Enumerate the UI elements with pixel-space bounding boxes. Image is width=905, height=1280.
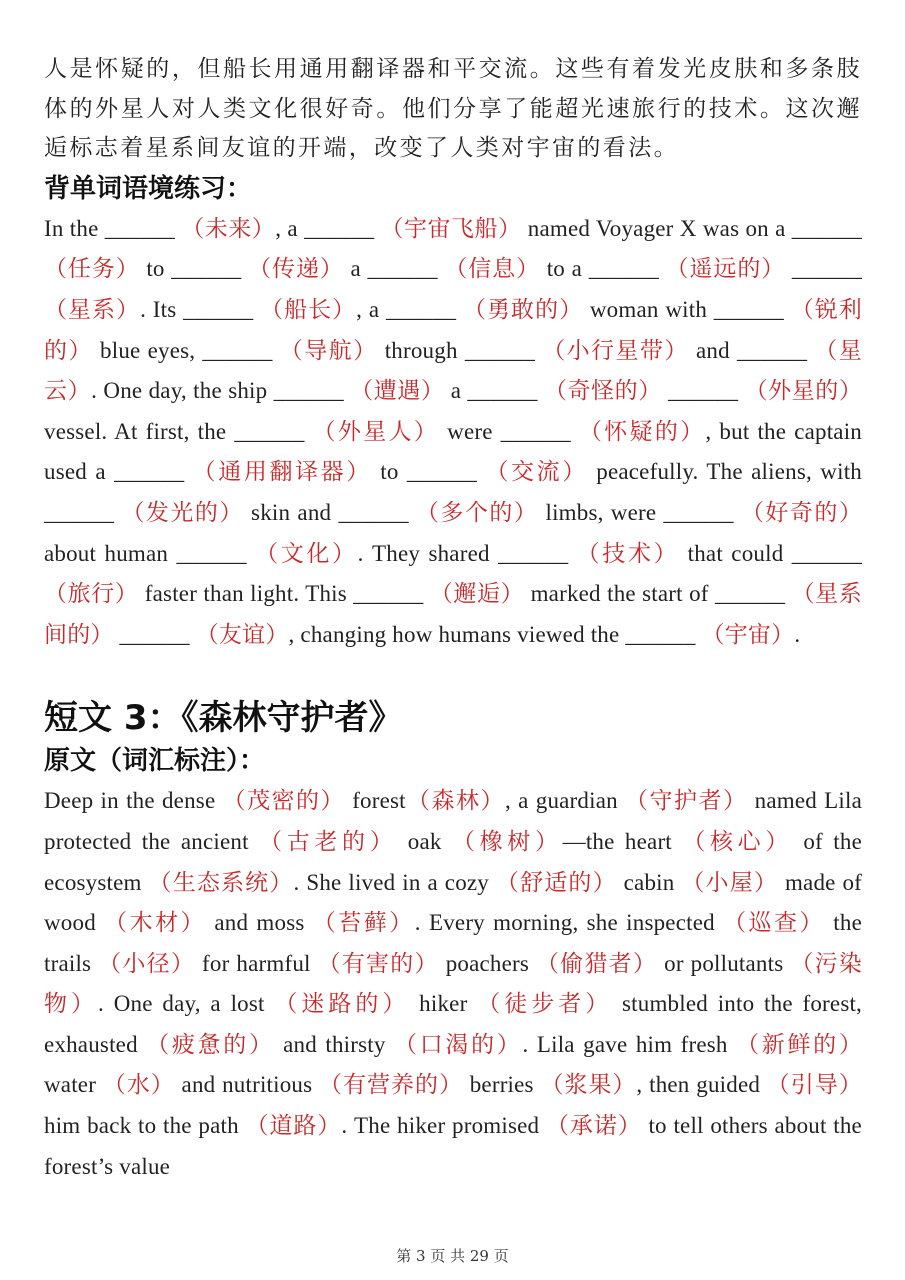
text-segment: —the heart bbox=[562, 828, 683, 854]
text-segment: . The hiker promised bbox=[341, 1113, 546, 1139]
text-segment: a ______ bbox=[444, 378, 544, 404]
annotation: （锐利的） bbox=[44, 296, 862, 364]
annotation: （信息） bbox=[444, 256, 541, 283]
text-segment: and moss bbox=[206, 910, 313, 936]
text-segment: skin and ______ bbox=[243, 499, 416, 525]
original-heading: 原文（词汇标注）： bbox=[44, 746, 266, 777]
annotation: （茂密的） bbox=[222, 788, 345, 815]
text-segment: ______ bbox=[661, 378, 745, 404]
text-segment: In the ______ bbox=[44, 215, 182, 241]
text-segment: poachers bbox=[438, 950, 537, 976]
annotation: （迷路的） bbox=[274, 991, 410, 1018]
annotation: （生态系统） bbox=[148, 869, 294, 896]
text-segment: to tell others about the forest’s value bbox=[44, 1113, 862, 1179]
text-segment: berries bbox=[462, 1072, 541, 1098]
story-paragraph bbox=[44, 781, 862, 1186]
text-segment: . Its ______ bbox=[140, 296, 261, 322]
text-segment: a ______ bbox=[343, 256, 445, 282]
text-segment: or pollutants bbox=[657, 950, 791, 976]
text-segment: , but the captain used a ______ bbox=[44, 418, 863, 485]
annotation: （交流） bbox=[485, 459, 588, 486]
annotation: （船长） bbox=[260, 296, 357, 323]
text-segment: . One day, the ship ______ bbox=[91, 378, 351, 404]
annotation: （外星人） bbox=[312, 418, 440, 445]
page-footer: 第 3 页 共 29 页 bbox=[396, 1247, 509, 1265]
text-segment: cabin bbox=[616, 869, 682, 895]
annotation: （木材） bbox=[104, 910, 207, 937]
text-segment: water bbox=[44, 1072, 103, 1098]
annotation: （文化） bbox=[255, 540, 358, 567]
annotation: （舒适的） bbox=[495, 869, 617, 896]
text-segment: and thirsty bbox=[274, 1031, 395, 1057]
text-segment: the trails bbox=[44, 910, 862, 976]
text-segment: through ______ bbox=[377, 337, 543, 363]
annotation: （勇敢的） bbox=[463, 296, 584, 323]
annotation: （怀疑的） bbox=[578, 418, 706, 445]
annotation: （任务） bbox=[44, 256, 140, 283]
annotation: （有营养的） bbox=[319, 1072, 463, 1099]
text-segment: ______ bbox=[785, 256, 863, 282]
annotation: （守护者） bbox=[625, 788, 748, 815]
text-segment: . They shared ______ bbox=[357, 540, 577, 566]
annotation: （引导） bbox=[766, 1072, 862, 1099]
annotation: （小屋） bbox=[681, 869, 779, 896]
page-content bbox=[44, 50, 862, 1186]
text-segment: . One day, a lost bbox=[98, 991, 275, 1017]
annotation: （古老的） bbox=[259, 828, 398, 855]
text-segment: to a ______ bbox=[540, 256, 666, 282]
annotation: （遥远的） bbox=[665, 256, 786, 283]
text-segment: named Voyager X was on a ______ bbox=[521, 215, 862, 241]
annotation: （巡查） bbox=[723, 910, 826, 937]
text-segment: for harmful bbox=[195, 950, 318, 976]
text-segment: were ______ bbox=[439, 418, 579, 444]
text-segment: woman with ______ bbox=[583, 296, 791, 322]
text-segment: blue eyes, ______ bbox=[92, 337, 280, 363]
annotation: （新鲜的） bbox=[736, 1031, 863, 1058]
text-segment: . Lila gave him fresh bbox=[522, 1031, 737, 1057]
text-segment: , a guardian bbox=[504, 788, 626, 814]
text-segment: , a ______ bbox=[275, 215, 381, 241]
annotation: （橡树） bbox=[452, 828, 563, 855]
annotation: （偷猎者） bbox=[536, 950, 658, 977]
annotation: （口渴的） bbox=[394, 1031, 523, 1058]
text-segment: and nutritious bbox=[174, 1072, 320, 1098]
text-segment: . bbox=[794, 621, 801, 647]
text-segment: marked the start of ______ bbox=[524, 581, 792, 607]
annotation: （森林） bbox=[405, 788, 505, 815]
text-segment: peacefully. The aliens, with ______ bbox=[44, 459, 862, 525]
annotation: （宇宙飞船） bbox=[380, 215, 522, 242]
text-segment: , a ______ bbox=[356, 296, 464, 322]
annotation: （苔藓） bbox=[312, 910, 415, 937]
annotation: （遭遇） bbox=[350, 378, 445, 405]
annotation: （污染物） bbox=[44, 950, 862, 1018]
annotation: （浆果） bbox=[540, 1072, 637, 1099]
intro-paragraph: 人是怀疑的，但船长用通用翻译器和平交流。这些有着发光皮肤和多条肢体的外星人对人类文化很好奇。他们分享了能超光速旅行的技术。这次邂逅标志着星系间友谊的开端，改变了人类对宇宙的看法。 bbox=[44, 56, 862, 162]
annotation: （星云） bbox=[44, 337, 862, 405]
annotation: （星系） bbox=[44, 296, 141, 323]
annotation: （传递） bbox=[248, 256, 344, 283]
text-segment: named Lila protected the ancient bbox=[44, 788, 863, 854]
text-segment: of the ecosystem bbox=[44, 828, 863, 895]
annotation: （多个的） bbox=[415, 499, 539, 526]
annotation: （邂逅） bbox=[429, 581, 525, 608]
annotation: （技术） bbox=[576, 540, 680, 567]
text-segment: . She lived in a cozy bbox=[293, 869, 496, 895]
text-segment: ______ bbox=[113, 621, 196, 647]
text-segment: about human ______ bbox=[44, 540, 256, 566]
text-segment: made of wood bbox=[44, 869, 863, 936]
text-segment: vessel. At first, the ______ bbox=[44, 418, 313, 444]
text-segment: limbs, were ______ bbox=[538, 499, 741, 525]
text-segment: to ______ bbox=[139, 256, 249, 282]
text-segment: faster than light. This ______ bbox=[138, 581, 430, 607]
annotation: （疲惫的） bbox=[146, 1031, 275, 1058]
annotation: （徒步者） bbox=[477, 991, 613, 1018]
text-segment: , then guided bbox=[636, 1072, 767, 1098]
text-segment: and ______ bbox=[688, 337, 815, 363]
exercise-heading: 背单词语境练习： bbox=[44, 173, 253, 204]
text-segment: him back to the path bbox=[44, 1113, 246, 1139]
text-segment: Deep in the dense bbox=[44, 788, 223, 814]
annotation: （导航） bbox=[279, 337, 378, 364]
annotation: （水） bbox=[102, 1072, 175, 1099]
annotation: （未来） bbox=[181, 215, 276, 242]
annotation: （宇宙） bbox=[701, 621, 795, 648]
annotation: （旅行） bbox=[44, 581, 139, 608]
annotation: （有害的） bbox=[317, 950, 439, 977]
section-title: 短文 3：《森林守护者》 bbox=[44, 698, 403, 739]
annotation: （承诺） bbox=[545, 1113, 642, 1140]
text-segment: , changing how humans viewed the ______ bbox=[288, 621, 702, 647]
annotation: （外星的） bbox=[744, 378, 863, 405]
text-segment: . Every morning, she inspected bbox=[414, 910, 724, 936]
annotation: （星系间的） bbox=[44, 581, 862, 648]
text-segment: hiker bbox=[409, 991, 478, 1017]
text-segment: forest bbox=[344, 788, 406, 814]
annotation: （发光的） bbox=[121, 499, 244, 526]
annotation: （好奇的） bbox=[740, 499, 863, 526]
annotation: （道路） bbox=[245, 1113, 342, 1140]
exercise-paragraph bbox=[44, 209, 862, 656]
text-segment: to ______ bbox=[371, 459, 486, 485]
annotation: （通用翻译器） bbox=[192, 459, 372, 486]
annotation: （小行星带） bbox=[542, 337, 689, 364]
annotation: （核心） bbox=[682, 828, 793, 855]
annotation: （奇怪的） bbox=[543, 378, 662, 405]
text-segment: oak bbox=[397, 828, 452, 854]
annotation: （小径） bbox=[98, 950, 196, 977]
text-segment: stumbled into the forest, exhausted bbox=[44, 991, 863, 1057]
text-segment: that could ______ bbox=[679, 540, 862, 566]
annotation: （友谊） bbox=[195, 621, 289, 648]
